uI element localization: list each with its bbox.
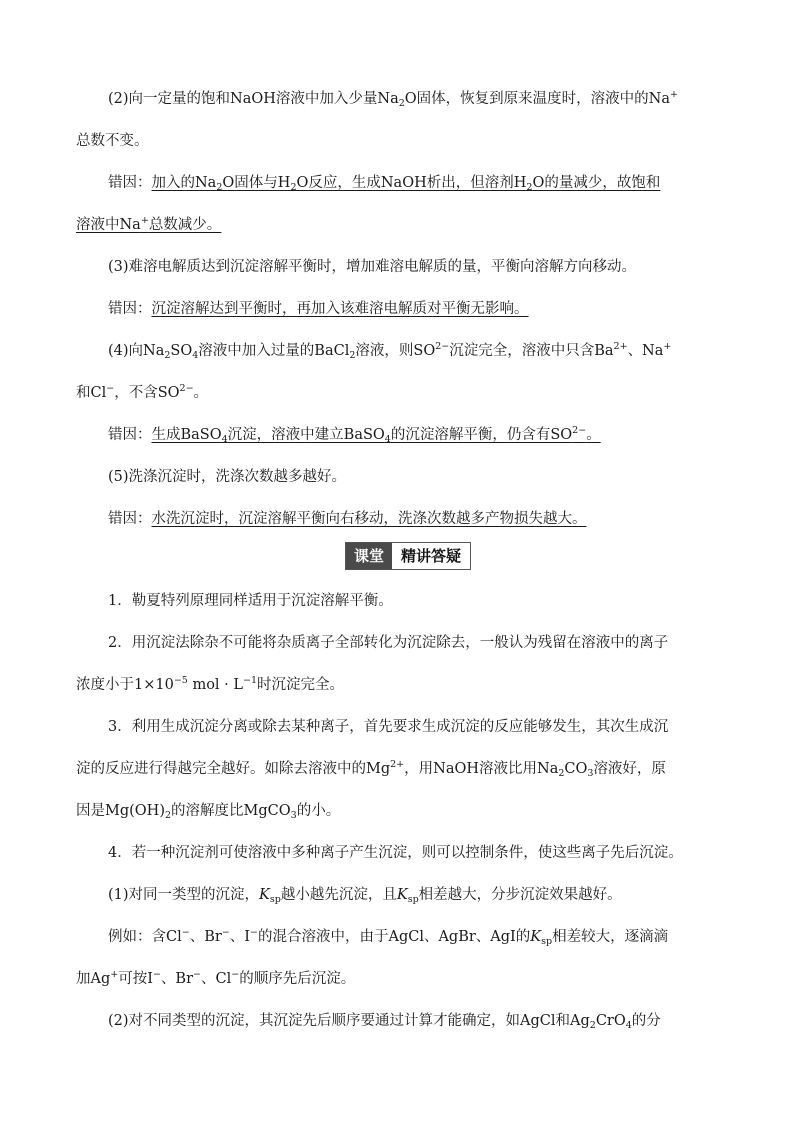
document-page: (2)向一定量的饱和NaOH溶液中加入少量$Na_2O$固体，恢复到原来温度时，溶液中的Na+ 总数不变。 错因：加入的$Na_2O$固体与$H_2O$反应，生成NaOH析出，但溶剂$H_2O$的量减少，故饱和 溶液中Na+总数减少。 (3)难溶电解质达到沉淀溶解平衡时，增加难溶电解质的量，平衡向溶解方向移动。 错因：沉淀溶解达到平衡时，再加入该难溶电解质对平衡无影响。 (4)向$Na_2SO_4$溶液中加入过量的BaCl$_2$溶液，则$SO^{2-}$沉淀完全，溶液中只含$Ba^{2+}$、Na+ 和Cl−，不含$SO^{2-}$。 错因：生成BaSO$_4$沉淀，溶液中建立BaSO$_4$的沉淀溶解平衡，仍含有$SO^{2-}$。 (5)洗涤沉淀时，洗涤次数越多越好。 错因：水洗沉淀时，沉淀溶解平衡向右移动，洗涤次数越多产物损失越大。 课堂 精讲答疑 1．勒夏特列原理同样适用于沉淀溶解平衡。 2．用沉淀法除杂不可能将杂质离子全部转化为沉淀除去，一般认为残留在溶液中的离子 浓度小于$1\times 10^{-5}$ mol · $L^{-1}$时沉淀完全。 3．利用生成沉淀分离或除去某种离子，首先要求生成沉淀的反应能够发生，其次生成沉 淀的反应进行得越完全越好。如除去溶液中的$Mg^{2+}$，用NaOH溶液比用$Na_2CO_3$溶液好，原 因是$Mg(OH)_2$的溶解度比MgCO$_3$的小。 4．若一种沉淀剂可使溶液中多种离子产生沉淀，则可以控制条件，使这些离子先后沉淀。 (1)对同一类型的沉淀，$K_{sp}$越小越先沉淀，且$K_{sp}$相差越大，分步沉淀效果越好。 例如：含Cl−、Br−、I−的混合溶液中，由于AgCl、AgBr、AgI的$K_{sp}$相差较大，逐滴滴 加Ag+可按I−、Br−、Cl−的顺序先后沉淀。 (2)对不同类型的沉淀，其沉淀先后顺序要通过计算才能确定，如AgCl和$Ag_2CrO_4$的分 xyxy=(76,89,683,1031)
section-heading-badge xyxy=(345,542,471,570)
section-tag-explanation: 精讲答疑 xyxy=(401,547,462,565)
section-tag-classroom: 课堂 xyxy=(346,543,392,569)
